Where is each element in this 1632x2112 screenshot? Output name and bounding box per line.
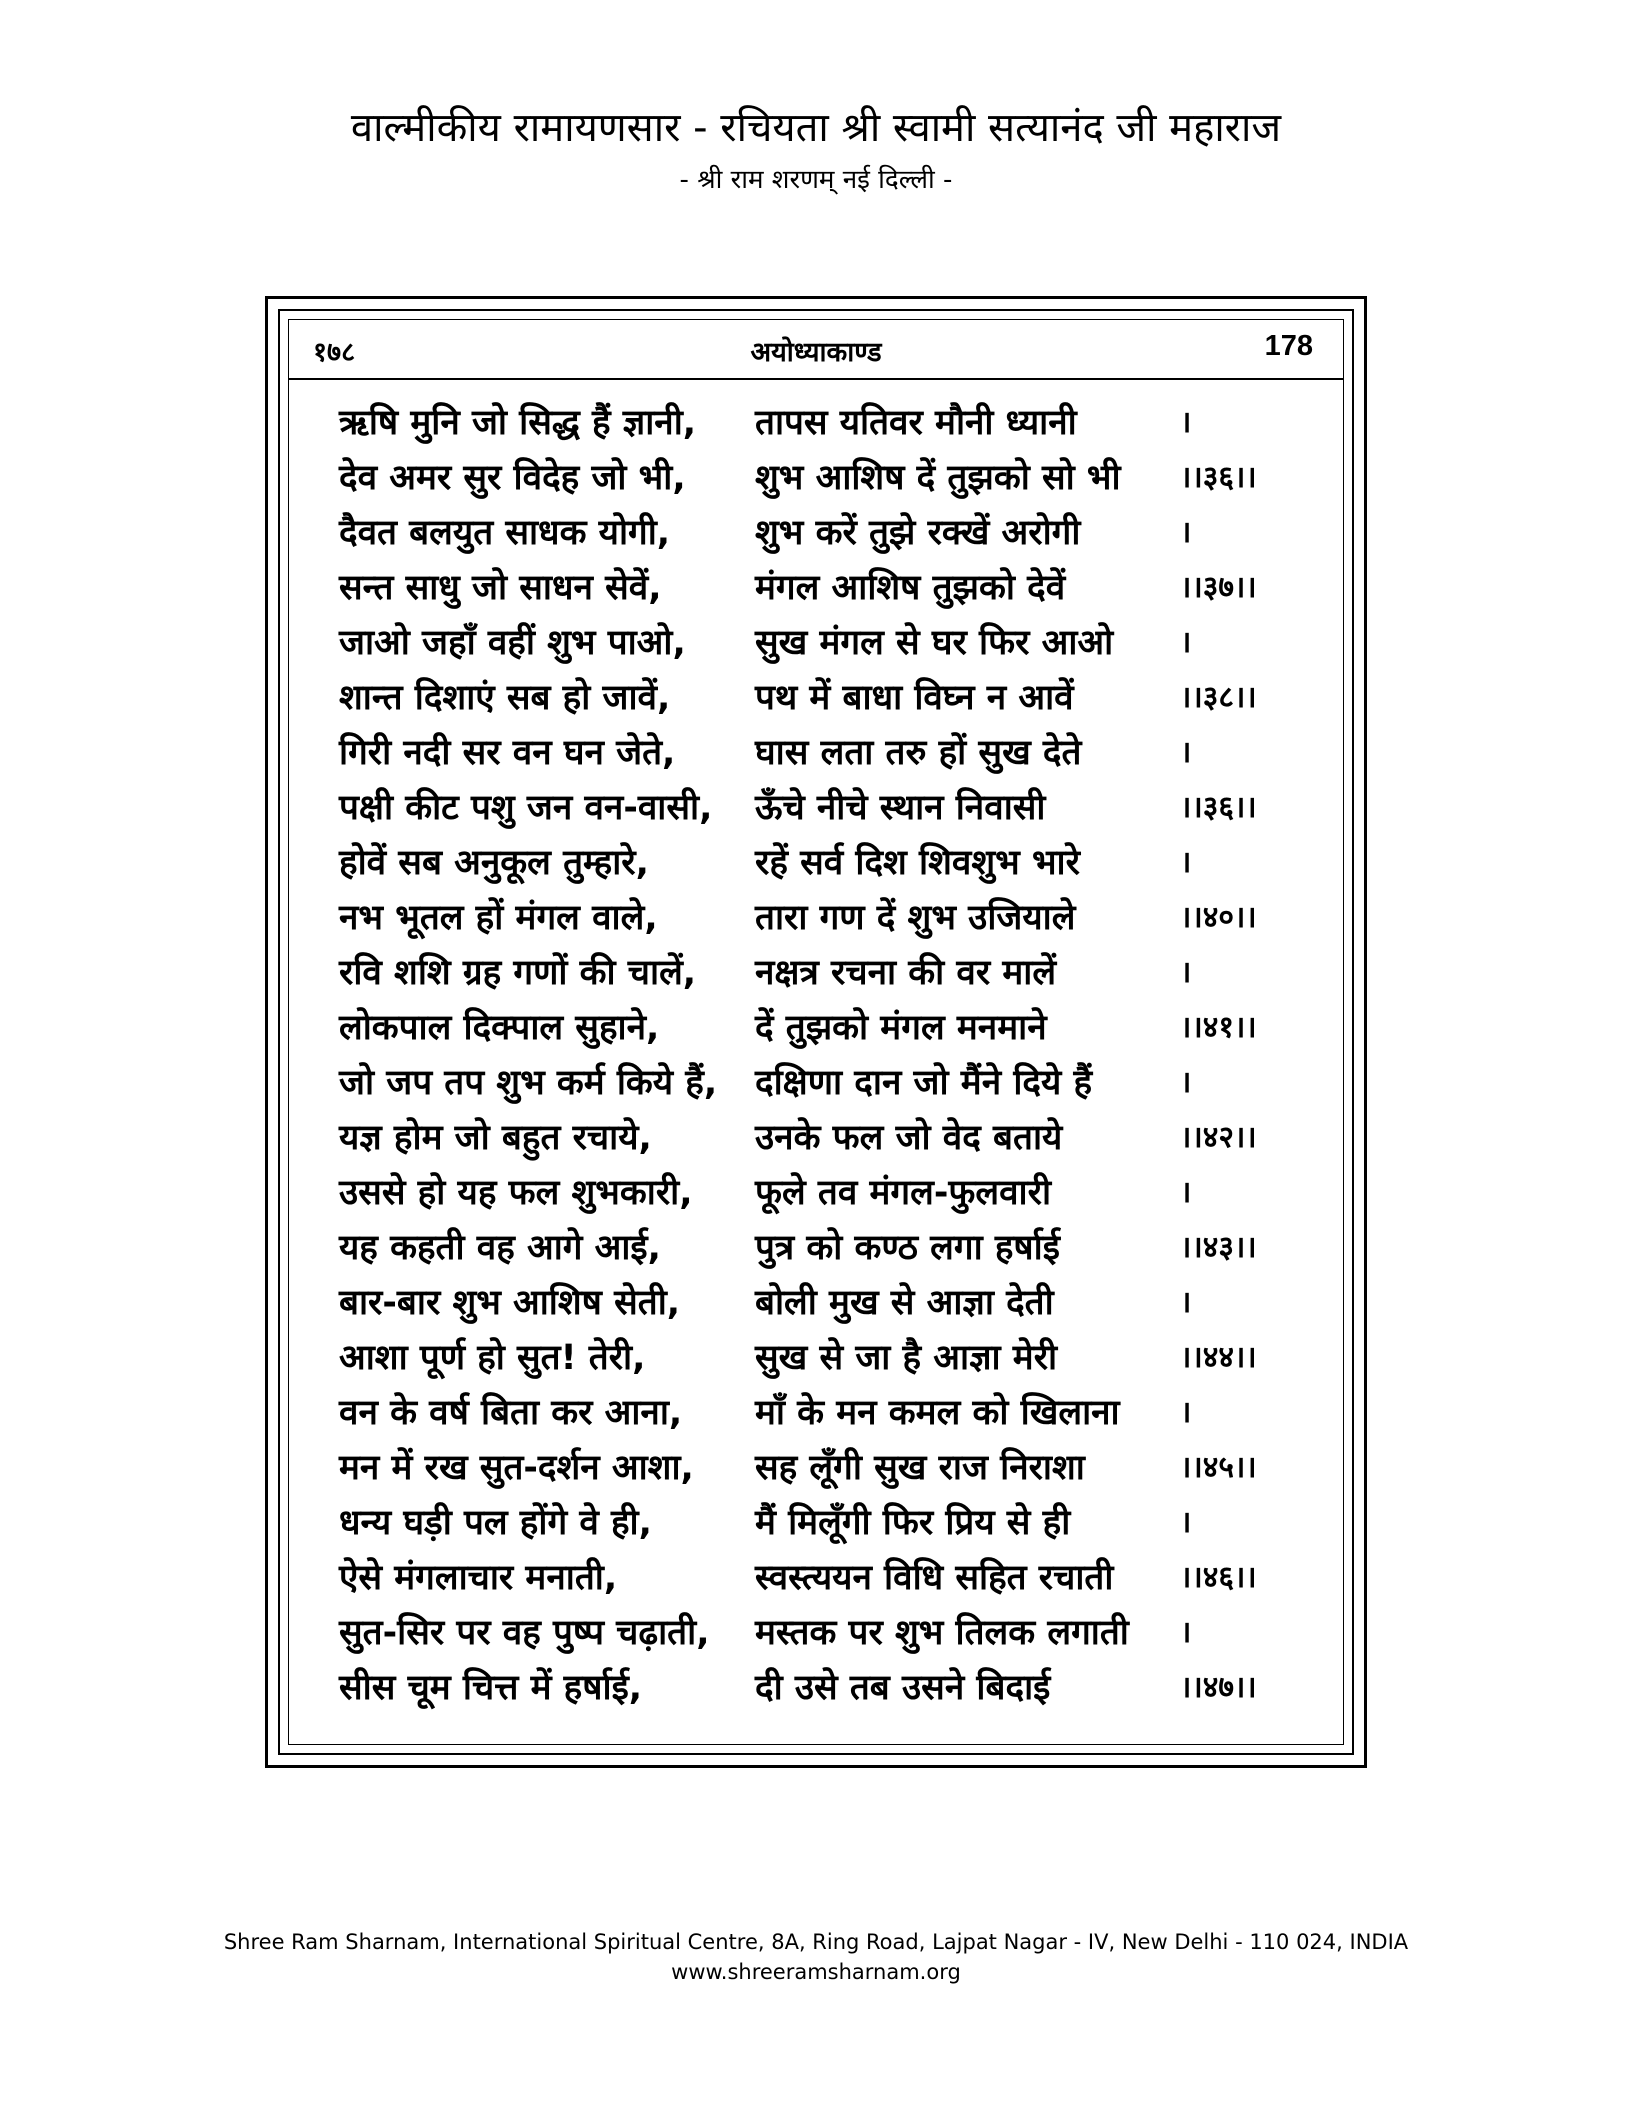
- verse-line: [289, 502, 1343, 557]
- verse-first-half: मन में रख सुत-दर्शन आशा,: [339, 1448, 694, 1488]
- verse-line: [289, 1327, 1343, 1382]
- verse-number-mark: ।।४७।।: [1180, 1670, 1257, 1705]
- book-title: वाल्मीकीय रामायणसार - रचियता श्री स्वामी सत्यानंद जी महाराज: [350, 105, 1282, 151]
- verse-second-half: सह लूँगी सुख राज निराशा: [755, 1448, 1085, 1488]
- verse-list: [289, 392, 1343, 1712]
- verse-line: [289, 392, 1343, 447]
- verse-second-half: दी उसे तब उसने बिदाई: [755, 1668, 1051, 1708]
- verse-line: [289, 722, 1343, 777]
- verse-number-mark: ।।३६।।: [1180, 460, 1257, 495]
- verse-first-half: पक्षी कीट पशु जन वन-वासी,: [339, 788, 713, 828]
- verse-first-half: वन के वर्ष बिता कर आना,: [339, 1393, 683, 1433]
- verse-number-mark: ।।३६।।: [1180, 790, 1257, 825]
- verse-first-half: आशा पूर्ण हो सुत! तेरी,: [339, 1338, 646, 1378]
- verse-second-half: मैं मिलूँगी फिर प्रिय से ही: [755, 1503, 1071, 1543]
- page-header-bar: [289, 320, 1343, 380]
- verse-line: [289, 1437, 1343, 1492]
- verse-second-half: सुख से जा है आज्ञा मेरी: [755, 1338, 1058, 1378]
- verse-line: [289, 667, 1343, 722]
- verse-line: [289, 1217, 1343, 1272]
- verse-number-mark: ।: [1180, 955, 1192, 990]
- verse-number-mark: ।।३८।।: [1180, 680, 1257, 715]
- verse-second-half: पुत्र को कण्ठ लगा हर्षाई: [755, 1228, 1060, 1268]
- verse-first-half: यज्ञ होम जो बहुत रचाये,: [339, 1118, 652, 1158]
- verse-line: [289, 557, 1343, 612]
- section-title: अयोध्याकाण्ड: [750, 337, 882, 368]
- verse-first-half: दैवत बलयुत साधक योगी,: [339, 513, 671, 553]
- verse-first-half: नभ भूतल हों मंगल वाले,: [339, 898, 658, 938]
- footer-address: Shree Ram Sharnam, International Spiritual Centre, 8A, Ring Road, Lajpat Nagar - IV, New Delhi - 110 024, INDIA: [223, 1930, 1409, 1954]
- verse-number-mark: ।।४०।।: [1180, 900, 1257, 935]
- verse-line: [289, 612, 1343, 667]
- verse-first-half: ऋषि मुनि जो सिद्ध हैं ज्ञानी,: [339, 403, 697, 443]
- verse-line: [289, 777, 1343, 832]
- verse-second-half: माँ के मन कमल को खिलाना: [755, 1393, 1120, 1433]
- verse-line: [289, 942, 1343, 997]
- verse-number-mark: ।: [1180, 1615, 1192, 1650]
- publisher-line: - श्री राम शरणम् नई दिल्ली -: [679, 165, 953, 195]
- verse-line: [289, 1602, 1343, 1657]
- page-frame-middle-border: [278, 309, 1354, 1755]
- verse-number-mark: ।: [1180, 735, 1192, 770]
- verse-number-mark: ।।३७।।: [1180, 570, 1257, 605]
- verse-line: [289, 1052, 1343, 1107]
- verse-second-half: दें तुझको मंगल मनमाने: [755, 1008, 1047, 1048]
- verse-line: [289, 1492, 1343, 1547]
- verse-first-half: यह कहती वह आगे आई,: [339, 1228, 661, 1268]
- verse-first-half: शान्त दिशाएं सब हो जावें,: [339, 678, 671, 718]
- verse-number-mark: ।।४५।।: [1180, 1450, 1257, 1485]
- verse-second-half: दक्षिणा दान जो मैंने दिये हैं: [755, 1063, 1093, 1103]
- verse-number-mark: ।।४६।।: [1180, 1560, 1257, 1595]
- verse-first-half: जाओ जहाँ वहीं शुभ पाओ,: [339, 623, 686, 663]
- verse-second-half: स्वस्त्ययन विधि सहित रचाती: [755, 1558, 1114, 1598]
- verse-second-half: सुख मंगल से घर फिर आओ: [755, 623, 1114, 663]
- verse-line: [289, 1547, 1343, 1602]
- verse-second-half: पथ में बाधा विघ्न न आवें: [755, 678, 1074, 718]
- verse-first-half: बार-बार शुभ आशिष सेती,: [339, 1283, 681, 1323]
- verse-second-half: मस्तक पर शुभ तिलक लगाती: [755, 1613, 1129, 1653]
- verse-second-half: घास लता तरु हों सुख देते: [755, 733, 1082, 773]
- verse-number-mark: ।: [1180, 1065, 1192, 1100]
- verse-number-mark: ।।४२।।: [1180, 1120, 1257, 1155]
- verse-first-half: जो जप तप शुभ कर्म किये हैं,: [339, 1063, 718, 1103]
- verse-first-half: रवि शशि ग्रह गणों की चालें,: [339, 953, 697, 993]
- verse-number-mark: ।: [1180, 1505, 1192, 1540]
- verse-second-half: तापस यतिवर मौनी ध्यानी: [755, 403, 1077, 443]
- verse-second-half: शुभ आशिष दें तुझको सो भी: [755, 458, 1121, 498]
- verse-second-half: तारा गण दें शुभ उजियाले: [755, 898, 1076, 938]
- verse-number-mark: ।: [1180, 845, 1192, 880]
- verse-number-mark: ।।४३।।: [1180, 1230, 1257, 1265]
- verse-number-mark: ।: [1180, 1175, 1192, 1210]
- verse-second-half: ऊँचे नीचे स्थान निवासी: [755, 788, 1046, 828]
- verse-second-half: फूले तव मंगल-फुलवारी: [755, 1173, 1052, 1213]
- verse-line: [289, 1657, 1343, 1712]
- verse-first-half: धन्य घड़ी पल होंगे वे ही,: [339, 1503, 652, 1543]
- verse-number-mark: ।: [1180, 405, 1192, 440]
- page-frame: [265, 296, 1367, 1768]
- verse-first-half: गिरी नदी सर वन घन जेते,: [339, 733, 676, 773]
- verse-second-half: उनके फल जो वेद बताये: [755, 1118, 1063, 1158]
- page-number-devanagari: १७८: [313, 337, 356, 368]
- verse-line: [289, 447, 1343, 502]
- verse-number-mark: ।।४४।।: [1180, 1340, 1257, 1375]
- verse-second-half: मंगल आशिष तुझको देवें: [755, 568, 1066, 608]
- verse-second-half: रहें सर्व दिश शिवशुभ भारे: [755, 843, 1080, 883]
- verse-second-half: नक्षत्र रचना की वर मालें: [755, 953, 1057, 993]
- verse-first-half: सीस चूम चित्त में हर्षाई,: [339, 1668, 643, 1708]
- verse-first-half: सन्त साधु जो साधन सेवें,: [339, 568, 662, 608]
- verse-line: [289, 887, 1343, 942]
- verse-first-half: ऐसे मंगलाचार मनाती,: [339, 1558, 618, 1598]
- verse-first-half: उससे हो यह फल शुभकारी,: [339, 1173, 693, 1213]
- verse-line: [289, 832, 1343, 887]
- verse-first-half: लोकपाल दिक्पाल सुहाने,: [339, 1008, 660, 1048]
- verse-first-half: सुत-सिर पर वह पुष्प चढ़ाती,: [339, 1613, 710, 1653]
- verse-line: [289, 997, 1343, 1052]
- verse-number-mark: ।: [1180, 515, 1192, 550]
- verse-line: [289, 1162, 1343, 1217]
- page-number: 178: [1264, 330, 1313, 362]
- verse-number-mark: ।: [1180, 625, 1192, 660]
- verse-second-half: बोली मुख से आज्ञा देती: [755, 1283, 1054, 1323]
- verse-line: [289, 1107, 1343, 1162]
- verse-first-half: होवें सब अनुकूल तुम्हारे,: [339, 843, 649, 883]
- verse-second-half: शुभ करें तुझे रक्खें अरोगी: [755, 513, 1081, 553]
- verse-line: [289, 1382, 1343, 1437]
- page-frame-inner-border: [288, 319, 1344, 1745]
- verse-number-mark: ।: [1180, 1285, 1192, 1320]
- verse-line: [289, 1272, 1343, 1327]
- verse-number-mark: ।: [1180, 1395, 1192, 1430]
- footer-website: www.shreeramsharnam.org: [671, 1960, 961, 1984]
- verse-first-half: देव अमर सुर विदेह जो भी,: [339, 458, 686, 498]
- verse-number-mark: ।।४१।।: [1180, 1010, 1257, 1045]
